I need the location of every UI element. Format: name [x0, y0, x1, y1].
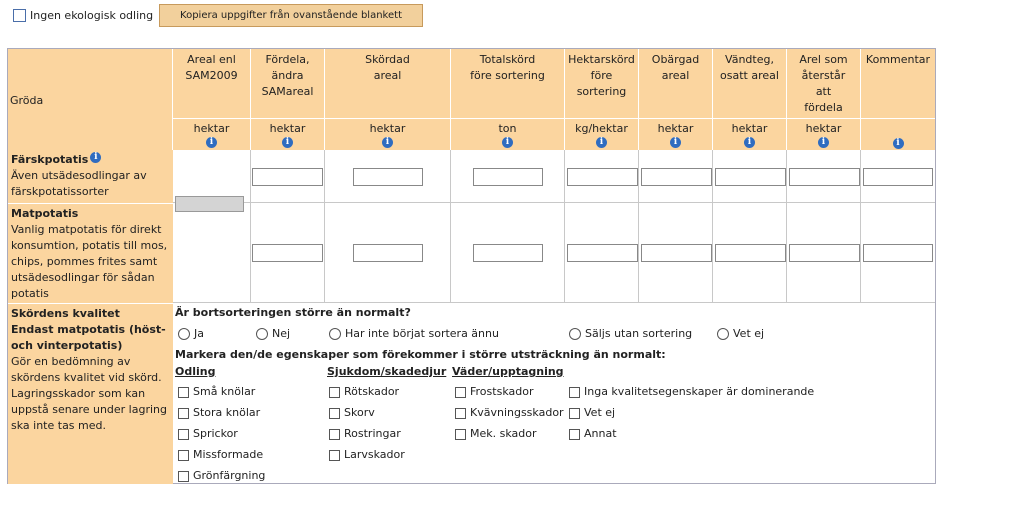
check-kvavningsskador[interactable]	[455, 406, 564, 419]
input-mat-fordela[interactable]	[252, 244, 323, 262]
unit-cell	[861, 118, 935, 150]
unit-cell	[325, 118, 451, 150]
unit-cell	[173, 118, 251, 150]
col-title: Vändteg,	[725, 53, 774, 66]
radio-label: Nej	[272, 327, 291, 340]
row-desc: Vanlig matpotatis för direkt	[11, 223, 162, 236]
question-properties: Markera den/de egenskaper som förekommer i större utsträckning än normalt:	[175, 348, 666, 361]
checkbox-label: Mek. skador	[470, 427, 537, 440]
col-title: återstår	[801, 69, 846, 82]
col-divider	[250, 150, 251, 302]
unit-cell	[565, 118, 639, 150]
checkbox-label: Små knölar	[193, 385, 256, 398]
input-mat-obargad[interactable]	[641, 244, 712, 262]
row-desc: färskpotatissorter	[11, 185, 109, 198]
quality-desc: skördens kvalitet vid skörd.	[11, 371, 162, 384]
radio-label: Säljs utan sortering	[585, 327, 693, 340]
group-odling-title: Odling	[175, 365, 216, 378]
row-desc: Även utsädesodlingar av	[11, 169, 147, 182]
check-rostringar[interactable]	[329, 427, 401, 440]
col-title: att	[815, 85, 832, 98]
checkbox[interactable]	[329, 429, 340, 440]
checkbox[interactable]	[569, 429, 580, 440]
col-header-7	[713, 49, 787, 118]
col-title: Fördela,	[265, 53, 310, 66]
input-farsk-fordela[interactable]	[252, 168, 323, 186]
radio-ja[interactable]	[178, 327, 204, 340]
checkbox[interactable]	[178, 429, 189, 440]
col-header-1	[173, 49, 251, 118]
col-title: Areal enl	[187, 53, 236, 66]
row-desc: konsumtion, potatis till mos,	[11, 239, 168, 252]
col-title: Kommentar	[865, 53, 931, 66]
radio-circle[interactable]	[717, 328, 729, 340]
radio-nej[interactable]	[256, 327, 290, 340]
checkbox-label: Rötskador	[344, 385, 400, 398]
checkbox-label: Annat	[584, 427, 617, 440]
radio-utan-sortering[interactable]	[569, 327, 692, 340]
checkbox[interactable]	[178, 408, 189, 419]
top-toolbar	[0, 0, 1024, 34]
checkbox[interactable]	[178, 471, 189, 482]
col-divider	[712, 150, 713, 302]
unit-label: hektar	[805, 122, 842, 135]
col-divider	[564, 150, 565, 302]
quality-desc: Gör en bedömning av	[11, 355, 131, 368]
col-title: Totalskörd	[479, 53, 536, 66]
row-label-matpotatis	[8, 203, 173, 303]
col-header-5	[565, 49, 639, 118]
unit-cell	[787, 118, 861, 150]
col-header-8	[787, 49, 861, 118]
no-eco-checkbox[interactable]	[13, 9, 26, 22]
checkbox-label: Frostskador	[470, 385, 534, 398]
unit-label: kg/hektar	[575, 122, 628, 135]
input-farsk-skordad[interactable]	[353, 168, 423, 186]
input-mat-kommentar[interactable]	[863, 244, 933, 262]
input-mat-hektarskord[interactable]	[567, 244, 638, 262]
checkbox-label: Rostringar	[344, 427, 401, 440]
checkbox[interactable]	[455, 387, 466, 398]
checkbox-label: Missformade	[193, 448, 264, 461]
col-title: före	[590, 69, 613, 82]
row-desc: potatis	[11, 287, 49, 300]
radio-label: Har inte börjat sortera ännu	[345, 327, 499, 340]
col-header-6	[639, 49, 713, 118]
checkbox[interactable]	[329, 408, 340, 419]
info-icon[interactable]: i	[90, 152, 101, 163]
col-divider	[638, 150, 639, 302]
col-title: fördela	[804, 101, 843, 114]
quality-desc: ska inte tas med.	[11, 419, 106, 432]
check-sprickor[interactable]	[178, 427, 238, 440]
input-farsk-aterstar[interactable]	[789, 168, 860, 186]
row-name: Färskpotatis	[11, 153, 89, 166]
col-title: ändra	[271, 69, 304, 82]
col-title: areal	[373, 69, 402, 82]
col-title: sortering	[576, 85, 627, 98]
checkbox[interactable]	[178, 450, 189, 461]
col-header-3	[325, 49, 451, 118]
row-desc: utsädesodlingar för sådan	[11, 271, 155, 284]
input-mat-totalskord[interactable]	[473, 244, 543, 262]
col-title: Arel som	[799, 53, 848, 66]
checkbox[interactable]	[455, 408, 466, 419]
unit-cell	[639, 118, 713, 150]
info-icon[interactable]: i	[818, 137, 829, 148]
checkbox-label: Inga kvalitetsegenskaper är dominerande	[584, 385, 815, 398]
no-eco-label: Ingen ekologisk odling	[30, 9, 154, 22]
radio-circle[interactable]	[178, 328, 190, 340]
check-mek-skador[interactable]	[455, 427, 537, 440]
checkbox-label: Skorv	[344, 406, 375, 419]
col-title: osatt areal	[720, 69, 779, 82]
unit-cell	[451, 118, 565, 150]
checkbox-label: Stora knölar	[193, 406, 261, 419]
checkbox-label: Larvskador	[344, 448, 405, 461]
check-inga-dominerande[interactable]	[569, 385, 814, 398]
checkbox-label: Kvävningsskador	[470, 406, 564, 419]
checkbox[interactable]	[569, 408, 580, 419]
radio-circle[interactable]	[569, 328, 581, 340]
checkbox-label: Vet ej	[584, 406, 616, 419]
unit-label: hektar	[657, 122, 694, 135]
info-icon[interactable]: i	[596, 137, 607, 148]
group-sjukdom-title: Sjukdom/skadedjur	[327, 365, 447, 378]
checkbox[interactable]	[329, 387, 340, 398]
input-farsk-vandteg[interactable]	[715, 168, 786, 186]
input-farsk-totalskord[interactable]	[473, 168, 543, 186]
group-vader-title: Väder/upptagning	[452, 365, 564, 378]
unit-cell	[713, 118, 787, 150]
check-missformade[interactable]	[178, 448, 263, 461]
quality-label	[8, 303, 173, 484]
info-icon[interactable]: i	[502, 137, 513, 148]
check-rotskador[interactable]	[329, 385, 399, 398]
check-vet-ej[interactable]	[569, 406, 615, 419]
input-farsk-kommentar[interactable]	[863, 168, 933, 186]
copy-button[interactable]: Kopiera uppgifter från ovanstående blankett	[159, 4, 423, 27]
unit-label: hektar	[269, 122, 306, 135]
crop-header-label: Gröda	[10, 94, 44, 107]
col-divider	[786, 150, 787, 302]
checkbox[interactable]	[178, 387, 189, 398]
row-label-farskpotatis	[8, 150, 173, 203]
sam-areal-readonly	[175, 196, 244, 212]
check-skorv[interactable]	[329, 406, 375, 419]
quality-title: Endast matpotatis (höst-	[11, 323, 166, 336]
info-icon[interactable]: i	[206, 137, 217, 148]
input-farsk-obargad[interactable]	[641, 168, 712, 186]
col-title: SAM2009	[185, 69, 238, 82]
col-header-4	[451, 49, 565, 118]
checkbox[interactable]	[455, 429, 466, 440]
checkbox-label: Grönfärgning	[193, 469, 266, 482]
unit-label: hektar	[193, 122, 230, 135]
input-mat-vandteg[interactable]	[715, 244, 786, 262]
input-mat-skordad[interactable]	[353, 244, 423, 262]
quality-title: och vinterpotatis)	[11, 339, 123, 352]
col-title: Skördad	[365, 53, 410, 66]
crop-header	[8, 49, 173, 150]
checkbox[interactable]	[329, 450, 340, 461]
col-title: Obärgad	[651, 53, 700, 66]
row-divider	[173, 302, 935, 303]
quality-desc: Lagringsskador som kan	[11, 387, 146, 400]
col-divider	[860, 150, 861, 302]
quality-title: Skördens kvalitet	[11, 307, 120, 320]
check-frostskador[interactable]	[455, 385, 533, 398]
check-stora-knolar[interactable]	[178, 406, 260, 419]
quality-desc: uppstå senare under lagring	[11, 403, 167, 416]
radio-label: Vet ej	[733, 327, 765, 340]
row-divider	[173, 202, 935, 203]
check-sma-knolar[interactable]	[178, 385, 255, 398]
radio-inte-borjat[interactable]	[329, 327, 499, 340]
radio-circle[interactable]	[256, 328, 268, 340]
col-divider	[450, 150, 451, 302]
unit-label: hektar	[731, 122, 768, 135]
col-title: före sortering	[470, 69, 545, 82]
input-farsk-hektarskord[interactable]	[567, 168, 638, 186]
check-annat[interactable]	[569, 427, 617, 440]
radio-label: Ja	[194, 327, 204, 340]
checkbox-label: Sprickor	[193, 427, 238, 440]
col-header-2	[251, 49, 325, 118]
info-icon[interactable]: i	[744, 137, 755, 148]
col-divider	[324, 150, 325, 302]
radio-circle[interactable]	[329, 328, 341, 340]
radio-vet-ej[interactable]	[717, 327, 764, 340]
check-gronfargning[interactable]	[178, 469, 265, 482]
row-desc: chips, pommes frites samt	[11, 255, 158, 268]
unit-label: ton	[498, 122, 517, 135]
unit-cell	[251, 118, 325, 150]
row-name: Matpotatis	[11, 207, 79, 220]
info-icon[interactable]: i	[382, 137, 393, 148]
checkbox[interactable]	[569, 387, 580, 398]
check-larvskador[interactable]	[329, 448, 405, 461]
col-title: Hektarskörd	[568, 53, 635, 66]
col-header-9	[861, 49, 935, 118]
info-icon[interactable]: i	[893, 138, 904, 149]
info-icon[interactable]: i	[282, 137, 293, 148]
col-title: SAMareal	[261, 85, 314, 98]
info-icon[interactable]: i	[670, 137, 681, 148]
input-mat-aterstar[interactable]	[789, 244, 860, 262]
question-sorting: Är bortsorteringen större än normalt?	[175, 306, 411, 319]
col-title: areal	[661, 69, 690, 82]
unit-label: hektar	[369, 122, 406, 135]
